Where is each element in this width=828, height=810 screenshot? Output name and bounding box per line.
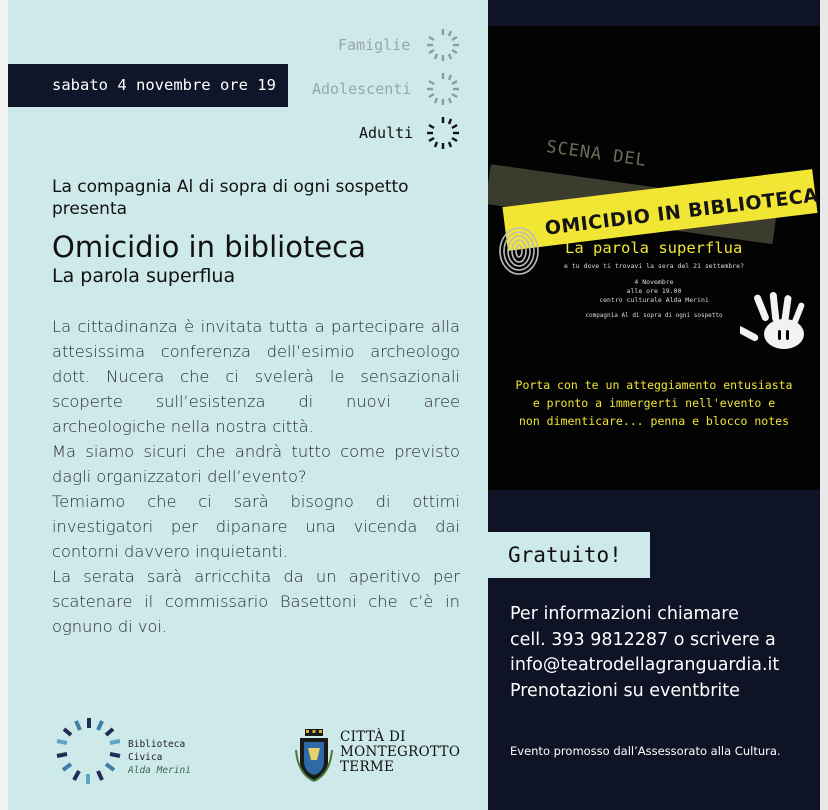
poster-date: 4 Novembre bbox=[634, 278, 674, 286]
biblioteca-line: Alda Merini bbox=[128, 765, 191, 776]
tape-back-text: SCENA DEL bbox=[545, 137, 649, 171]
biblioteca-label bbox=[128, 738, 191, 777]
biblioteca-line: Civica bbox=[128, 752, 163, 763]
poster-time: alle ore 19.00 bbox=[626, 287, 682, 295]
description-paragraph: Temiamo che ci sarà bisogno di ottimi investigatori per dipanare una vicenda dai contorni davvero inquietanti. bbox=[52, 492, 460, 561]
info-line: Per informazioni chiamare bbox=[510, 604, 739, 624]
circular-logo-icon bbox=[424, 114, 462, 152]
page-edge bbox=[820, 0, 828, 810]
circular-logo-icon bbox=[424, 26, 462, 64]
company-line: La compagnia Al di sopra di ogni sospetto bbox=[52, 177, 409, 197]
event-poster bbox=[488, 26, 820, 490]
crest-icon bbox=[294, 728, 334, 782]
event-subtitle: La parola superflua bbox=[52, 265, 236, 287]
info-email[interactable]: info@teatrodellagranguardia.it bbox=[510, 655, 780, 675]
biblioteca-line: Biblioteca bbox=[128, 739, 186, 750]
audience-adolescenti: Adolescenti bbox=[312, 80, 412, 98]
cta-line: non dimenticare... penna e blocco notes bbox=[518, 414, 790, 428]
date-banner: sabato 4 novembre ore 19 bbox=[8, 64, 288, 107]
cta-line: Porta con te un atteggiamento entusiasta bbox=[515, 378, 793, 392]
circular-logo-icon bbox=[424, 70, 462, 108]
city-label bbox=[340, 730, 460, 775]
company-presenta: presenta bbox=[52, 199, 128, 219]
company-intro bbox=[52, 176, 472, 220]
poster-cta bbox=[488, 376, 820, 430]
city-line: MONTEGROTTO bbox=[340, 744, 461, 760]
free-badge: Gratuito! bbox=[488, 532, 650, 578]
poster-company: compagnia Al di sopra di ogni sospetto bbox=[585, 312, 723, 319]
description-paragraph: La serata sarà arricchita da un aperitivo per scatenare il commissario Basettoni che c’è in ognuno di voi. bbox=[52, 567, 460, 636]
handprint-icon bbox=[740, 292, 812, 354]
event-description bbox=[52, 314, 460, 639]
biblioteca-logo-icon bbox=[52, 714, 126, 788]
cta-line: e pronto a immergerti nell'evento e bbox=[532, 396, 776, 410]
contact-info bbox=[510, 602, 779, 704]
info-phone[interactable]: cell. 393 9812287 o scrivere a bbox=[510, 629, 776, 650]
info-booking: Prenotazioni su eventbrite bbox=[510, 680, 740, 701]
tape-main-text: OMICIDIO IN BIBLIOTECA bbox=[543, 184, 820, 240]
event-title: Omicidio in biblioteca bbox=[52, 230, 366, 264]
poster-title: La parola superflua bbox=[565, 239, 743, 257]
poster-place: centro culturale Alda Merini bbox=[599, 296, 709, 304]
description-paragraph: La cittadinanza è invitata tutta a partecipare alla attesissima conferenza dell’esimio archeologo dott. Nucera che ci svelerà le sensazionali scoperte sull’esistenza di nuovi aree archeologiche nella nostra città. bbox=[52, 317, 460, 436]
description-paragraph: Ma siamo sicuri che andrà tutto come previsto dagli organizzatori dell’evento? bbox=[52, 442, 460, 486]
audience-famiglie: Famiglie bbox=[338, 36, 411, 54]
poster-question: e tu dove ti trovavi la sera del 21 settembre? bbox=[563, 262, 744, 270]
promo-note: Evento promosso dall’Assessorato alla Cultura. bbox=[510, 744, 781, 758]
audience-adulti: Adulti bbox=[359, 124, 414, 142]
city-line: CITTÀ DI bbox=[340, 729, 406, 745]
city-line: TERME bbox=[340, 759, 395, 775]
